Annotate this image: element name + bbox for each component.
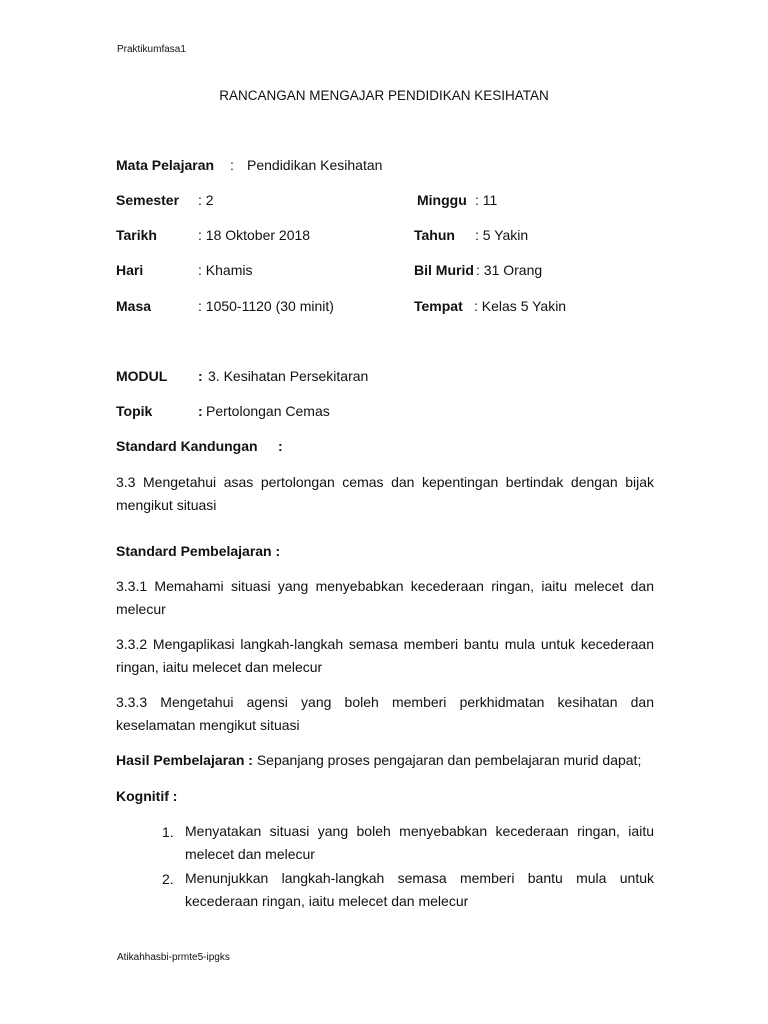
tarikh-label: Tarikh (116, 227, 157, 243)
modul-value: 3. Kesihatan Persekitaran (208, 368, 369, 384)
page-footer: Atikahhasbi-prmte5-ipgks (117, 952, 230, 963)
hari-value: : Khamis (198, 262, 253, 278)
hasil-pembelajaran (116, 752, 641, 768)
standard-pembelajaran-item: 3.3.1 Memahami situasi yang menyebabkan kecederaan ringan, iaitu melecet dan melecur (116, 578, 654, 617)
topik-label: Topik (116, 403, 153, 419)
standard-kandungan-sep: : (278, 438, 283, 454)
document-title: RANCANGAN MENGAJAR PENDIDIKAN KESIHATAN (219, 88, 549, 103)
topik-sep: : (198, 403, 203, 419)
mata-pelajaran-sep: : (230, 157, 234, 173)
standard-pembelajaran-item: 3.3.2 Mengaplikasi langkah-langkah semasa memberi bantu mula untuk kecederaan ringan, iaitu melecet dan melecur (116, 636, 654, 675)
kognitif-item-number: 1. (162, 824, 174, 840)
masa-value: : 1050-1120 (30 minit) (198, 298, 334, 314)
standard-pembelajaran-label: Standard Pembelajaran : (116, 543, 281, 559)
minggu-label: Minggu (417, 192, 467, 208)
bil-murid-value: : 31 Orang (476, 262, 543, 278)
kognitif-item-number: 2. (162, 871, 174, 887)
kognitif-item-text: Menunjukkan langkah-langkah semasa memberi bantu mula untuk kecederaan ringan, iaitu melecet dan melecur (185, 870, 654, 909)
hari-label: Hari (116, 262, 144, 278)
tahun-value: : 5 Yakin (475, 227, 529, 243)
standard-kandungan-text: 3.3 Mengetahui asas pertolongan cemas dan kepentingan bertindak dengan bijak mengikut situasi (116, 474, 654, 513)
topik-value: Pertolongan Cemas (206, 403, 330, 419)
tempat-label: Tempat (414, 298, 463, 314)
tempat-value: : Kelas 5 Yakin (474, 298, 567, 314)
mata-pelajaran-label: Mata Pelajaran (116, 157, 215, 173)
kognitif-item-text: Menyatakan situasi yang boleh menyebabkan kecederaan ringan, iaitu melecet dan melecur (185, 823, 654, 862)
standard-pembelajaran-item: 3.3.3 Mengetahui agensi yang boleh memberi perkhidmatan kesihatan dan keselamatan mengikut situasi (116, 694, 654, 733)
standard-kandungan-label: Standard Kandungan (116, 438, 258, 454)
page-header: Praktikumfasa1 (117, 44, 186, 55)
masa-label: Masa (116, 298, 152, 314)
semester-value: : 2 (198, 192, 214, 208)
tarikh-value: : 18 Oktober 2018 (198, 227, 311, 243)
kognitif-label: Kognitif : (116, 788, 178, 804)
semester-label: Semester (116, 192, 180, 208)
mata-pelajaran-value: Pendidikan Kesihatan (247, 157, 383, 173)
bil-murid-label: Bil Murid (414, 262, 474, 278)
modul-label: MODUL (116, 368, 168, 384)
modul-sep: : (198, 368, 203, 384)
tahun-label: Tahun (414, 227, 455, 243)
minggu-value: : 11 (475, 192, 498, 208)
hasil-pembelajaran-text: Sepanjang proses pengajaran dan pembelajaran murid dapat; (256, 752, 642, 768)
hasil-pembelajaran-label: Hasil Pembelajaran : (116, 752, 253, 768)
